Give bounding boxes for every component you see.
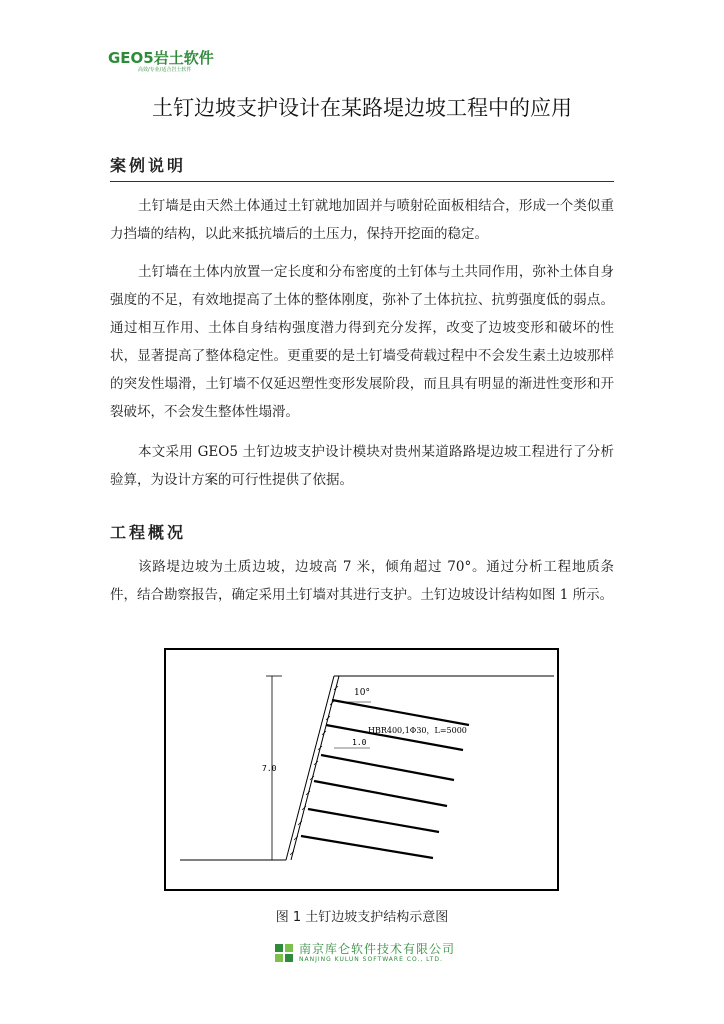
figure-soil-nail-diagram <box>164 648 559 891</box>
logo-subtitle: 高效/专业/适合岩土软件 <box>138 67 192 73</box>
soil-nail-5 <box>308 809 439 832</box>
logo-text: GEO5岩土软件 <box>108 49 214 67</box>
company-name-cn: 南京库仑软件技术有限公司 <box>299 942 456 956</box>
soil-nail-4 <box>314 781 447 806</box>
paragraph-mechanism: 土钉墙在土体内放置一定长度和分布密度的土钉体与土共同作用，弥补土体自身强度的不足，有效地提高了土体的整体刚度，弥补了土体抗拉、抗剪强度低的弱点。通过相互作用、土体自身结构强度潜力得到充分发挥，改变了边坡变形和破坏的性状，显著提高了整体稳定性。更重要的是土钉墙受荷载过程中不会发生素土边坡那样的突发性塌滑，土钉墙不仅延迟塑性变形发展阶段，而且具有明显的渐进性变形和开裂破坏，不会发生整体性塌滑。 <box>110 264 614 420</box>
soil-nail-3 <box>321 755 454 780</box>
spacing-label: 1.0 <box>352 738 367 747</box>
paragraph-purpose: 本文采用 GEO5 土钉边坡支护设计模块对贵州某道路路堤边坡工程进行了分析验算，为设计方案的可行性提供了依据。 <box>110 444 614 488</box>
geo5-logo <box>108 50 214 74</box>
soil-nail-6 <box>301 836 433 858</box>
height-label: 7.0 <box>262 764 277 773</box>
company-footer <box>275 942 455 964</box>
soil-nail-drawing <box>166 650 557 889</box>
page-title: 土钉边坡支护设计在某路堤边坡工程中的应用 <box>152 96 572 120</box>
paragraph-intro: 土钉墙是由天然土体通过土钉就地加固并与喷射砼面板相结合，形成一个类似重力挡墙的结构，以此来抵抗墙后的土压力，保持开挖面的稳定。 <box>110 198 614 242</box>
angle-label: 10° <box>354 688 370 698</box>
wall-face-outer <box>286 676 334 860</box>
nail-spec-label: HBR400,1Φ30，L=5000 <box>368 726 467 735</box>
company-name-en: NANJING KULUN SOFTWARE CO., LTD. <box>299 956 443 963</box>
paragraph-overview: 该路堤边坡为土质边坡，边坡高 7 米，倾角超过 70°。通过分析工程地质条件，结合勘察报告，确定采用土钉墙对其进行支护。土钉边坡设计结构如图 1 所示。 <box>110 559 614 603</box>
section-heading-case: 案例说明 <box>110 156 187 175</box>
company-logo-icon <box>275 944 293 962</box>
soil-nail-1 <box>332 700 469 725</box>
section-heading-overview: 工程概况 <box>110 523 187 542</box>
figure-caption: 图 1 土钉边坡支护结构示意图 <box>275 910 449 925</box>
section-divider <box>110 181 614 182</box>
